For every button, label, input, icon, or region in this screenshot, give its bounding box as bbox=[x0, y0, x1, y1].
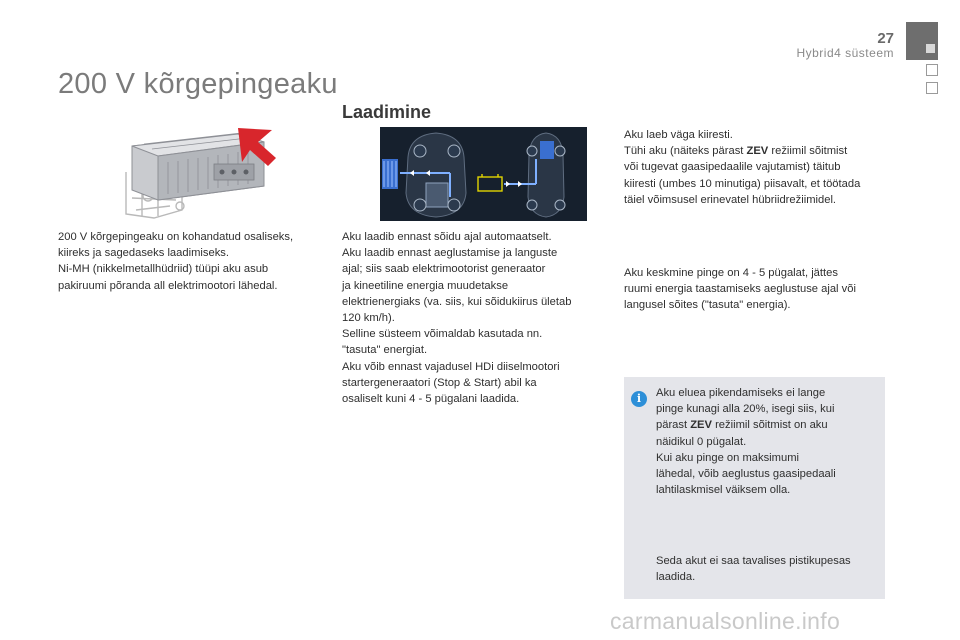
text-line: startergeneraatori (Stop & Start) abil ka bbox=[342, 376, 537, 389]
info-footnote bbox=[656, 553, 878, 585]
voltage-description bbox=[624, 265, 892, 314]
text-line: Aku eluea pikendamiseks ei lange bbox=[656, 387, 826, 399]
text-line: ja kineetiline energia muudetakse bbox=[342, 279, 509, 292]
text-line: pärast ZEV režiimil sõitmist on aku bbox=[656, 419, 828, 432]
text-line: Aku võib ennast vajadusel HDi diiselmootori bbox=[342, 360, 560, 373]
chapter-tab-empty-1 bbox=[926, 64, 938, 76]
charging-heading: Laadimine bbox=[342, 102, 432, 122]
text-line: "tasuta" energiat. bbox=[342, 344, 428, 357]
text-line: lahtilaskmisel väiksem olla. bbox=[656, 484, 791, 497]
text-line: ajal; siis saab elektrimootorist generaator bbox=[342, 263, 546, 276]
text-line: 120 km/h). bbox=[342, 312, 395, 325]
text-line: pakiruumi põranda all elektrimootori lähedal. bbox=[58, 279, 278, 292]
page-title: 200 V kõrgepingeaku bbox=[58, 68, 338, 100]
battery-illustration bbox=[118, 128, 280, 220]
page-number: 27 bbox=[877, 30, 894, 47]
charging-description bbox=[342, 229, 602, 407]
text-line: osaliselt kuni 4 - 5 pügalani laadida. bbox=[342, 393, 520, 406]
text-line: näidikul 0 pügalat. bbox=[656, 435, 747, 448]
text-line: Tühi aku (näiteks pärast ZEV režiimil sõitmist bbox=[624, 145, 848, 158]
chapter-tab-empty-2 bbox=[926, 82, 938, 94]
text-line: Aku keskmine pinge on 4 - 5 pügalat, jättes bbox=[624, 267, 838, 279]
chapter-tab bbox=[906, 22, 938, 60]
chapter-tab-marker bbox=[926, 44, 935, 53]
text-line: 200 V kõrgepingeaku on kohandatud osaliseks, bbox=[58, 231, 294, 243]
text-line: Seda akut ei saa tavalises pistikupesas bbox=[656, 555, 851, 567]
text-line: langusel sõites ("tasuta" energia). bbox=[624, 299, 791, 312]
info-text bbox=[656, 385, 878, 498]
info-icon: i bbox=[631, 391, 647, 407]
text-line: elektrienergiaks (va. siis, kui sõidukiirus ületab bbox=[342, 295, 572, 308]
zev-mode-label: ZEV bbox=[690, 419, 712, 432]
text-line: laadida. bbox=[656, 571, 696, 584]
text-line: pinge kunagi alla 20%, isegi siis, kui bbox=[656, 403, 835, 416]
text-line: lähedal, võib aeglustus gaasipedaali bbox=[656, 468, 836, 481]
battery-description bbox=[58, 229, 320, 294]
text-line: Aku laadib ennast sõidu ajal automaatselt. bbox=[342, 231, 552, 243]
text-line: Aku laeb väga kiiresti. bbox=[624, 129, 733, 141]
zev-mode-label: ZEV bbox=[746, 145, 769, 158]
stop-start-diagram bbox=[474, 127, 587, 221]
text-line: Aku laadib ennast aeglustamise ja languste bbox=[342, 247, 558, 260]
text-line: Selline süsteem võimaldab kasutada nn. bbox=[342, 328, 543, 341]
text-line: täiel võimsusel erinevatel hübriidrežiimidel. bbox=[624, 193, 837, 206]
text-line: Ni-MH (nikkelmetallhüdriid) tüüpi aku asub bbox=[58, 263, 269, 276]
section-title: Hybrid4 süsteem bbox=[796, 46, 894, 60]
text-line: ruumi energia taastamiseks aeglustuse ajal või bbox=[624, 283, 856, 296]
text-line: kiireks ja sagedaseks laadimiseks. bbox=[58, 247, 229, 260]
text-line: või tugevat gaasipedaalile vajutamist) täitub bbox=[624, 161, 841, 174]
fast-charge-description bbox=[624, 127, 892, 208]
text-line: kiiresti (umbes 10 minutiga) piisavalt, et töötada bbox=[624, 177, 861, 190]
text-line: Kui aku pinge on maksimumi bbox=[656, 451, 800, 464]
watermark: carmanualsonline.info bbox=[610, 608, 841, 634]
